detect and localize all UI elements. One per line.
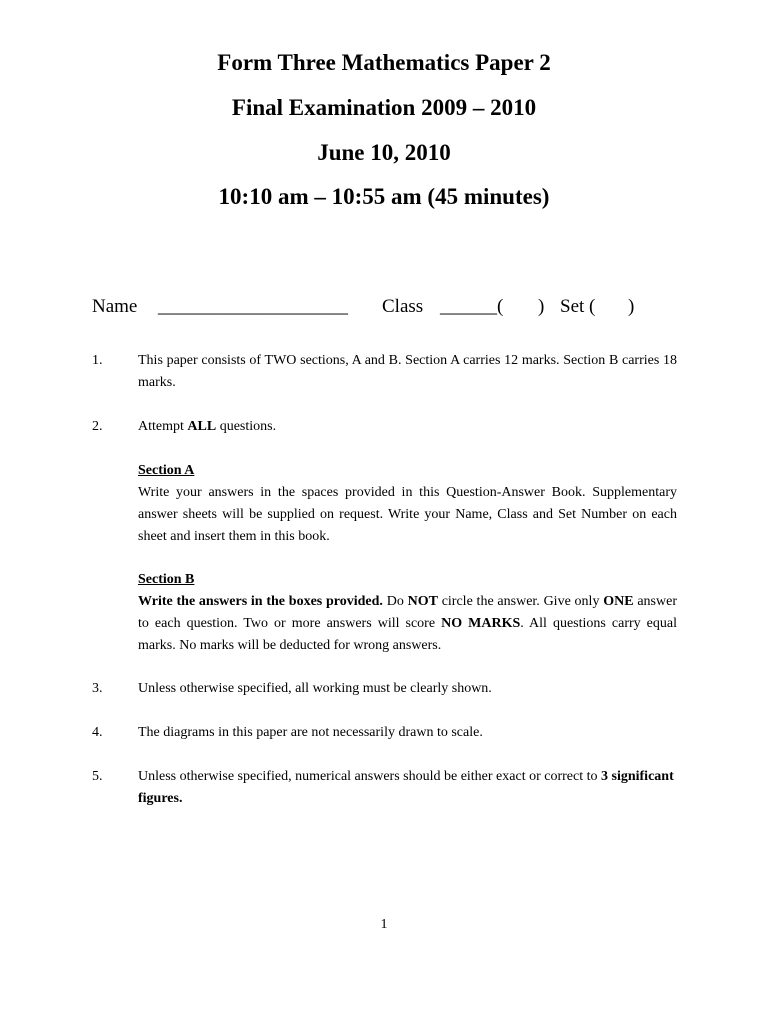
exam-header bbox=[0, 51, 768, 208]
item-text: The diagrams in this paper are not necessarily drawn to scale. bbox=[138, 725, 483, 740]
name-label: Name bbox=[92, 296, 138, 317]
set-label: Set ( bbox=[560, 296, 596, 317]
section-b-instructions bbox=[138, 569, 677, 657]
emphasis: ALL bbox=[187, 419, 217, 434]
section-a-heading: Section A bbox=[138, 463, 195, 478]
instruction-item-1 bbox=[92, 350, 677, 394]
instruction-item-3 bbox=[92, 678, 677, 700]
section-b-heading: Section B bbox=[138, 572, 195, 587]
page-number: 1 bbox=[380, 917, 388, 932]
section-a-instructions bbox=[138, 460, 677, 548]
class-bracket-close: ) bbox=[538, 296, 545, 317]
emphasis: 3 significant figures. bbox=[138, 769, 674, 806]
section-a-text: Write your answers in the spaces provided in this Question-Answer Book. Supplementary answer sheets will be supplied on request. Write your Name, Class and Set Number on each sheet and insert them in this book. bbox=[138, 485, 677, 544]
section-b-text: Write the answers in the boxes provided. Do NOT circle the answer. Give only ONE answer to each question. Two or more answers will score NO MARKS. All questions carry equal marks. No marks will be deducted for wrong answers. bbox=[138, 594, 677, 653]
instruction-item-5 bbox=[92, 766, 677, 810]
item-text: Unless otherwise specified, all working must be clearly shown. bbox=[138, 681, 492, 696]
class-blank: ______( bbox=[440, 296, 504, 317]
name-blank: ____________________ bbox=[158, 296, 348, 317]
exam-time: 10:10 am – 10:55 am (45 minutes) bbox=[218, 184, 550, 209]
class-label: Class bbox=[382, 296, 424, 317]
exam-date: June 10, 2010 bbox=[317, 140, 451, 165]
item-number: 2. bbox=[92, 419, 103, 434]
item-text: Unless otherwise specified, numerical answers should be either exact or correct to 3 significant figures. bbox=[138, 769, 674, 806]
item-text: This paper consists of TWO sections, A and B. Section A carries 12 marks. Section B carries 18 marks. bbox=[138, 353, 677, 390]
paper-title: Form Three Mathematics Paper 2 bbox=[217, 50, 551, 75]
item-number: 5. bbox=[92, 769, 103, 784]
item-text: Attempt ALL questions. bbox=[138, 419, 277, 434]
instruction-item-4 bbox=[92, 722, 677, 744]
item-number: 4. bbox=[92, 725, 103, 740]
item-number: 1. bbox=[92, 353, 103, 368]
item-number: 3. bbox=[92, 681, 103, 696]
instruction-item-2 bbox=[92, 416, 677, 438]
exam-name: Final Examination 2009 – 2010 bbox=[231, 95, 537, 120]
set-bracket-close: ) bbox=[628, 296, 635, 317]
